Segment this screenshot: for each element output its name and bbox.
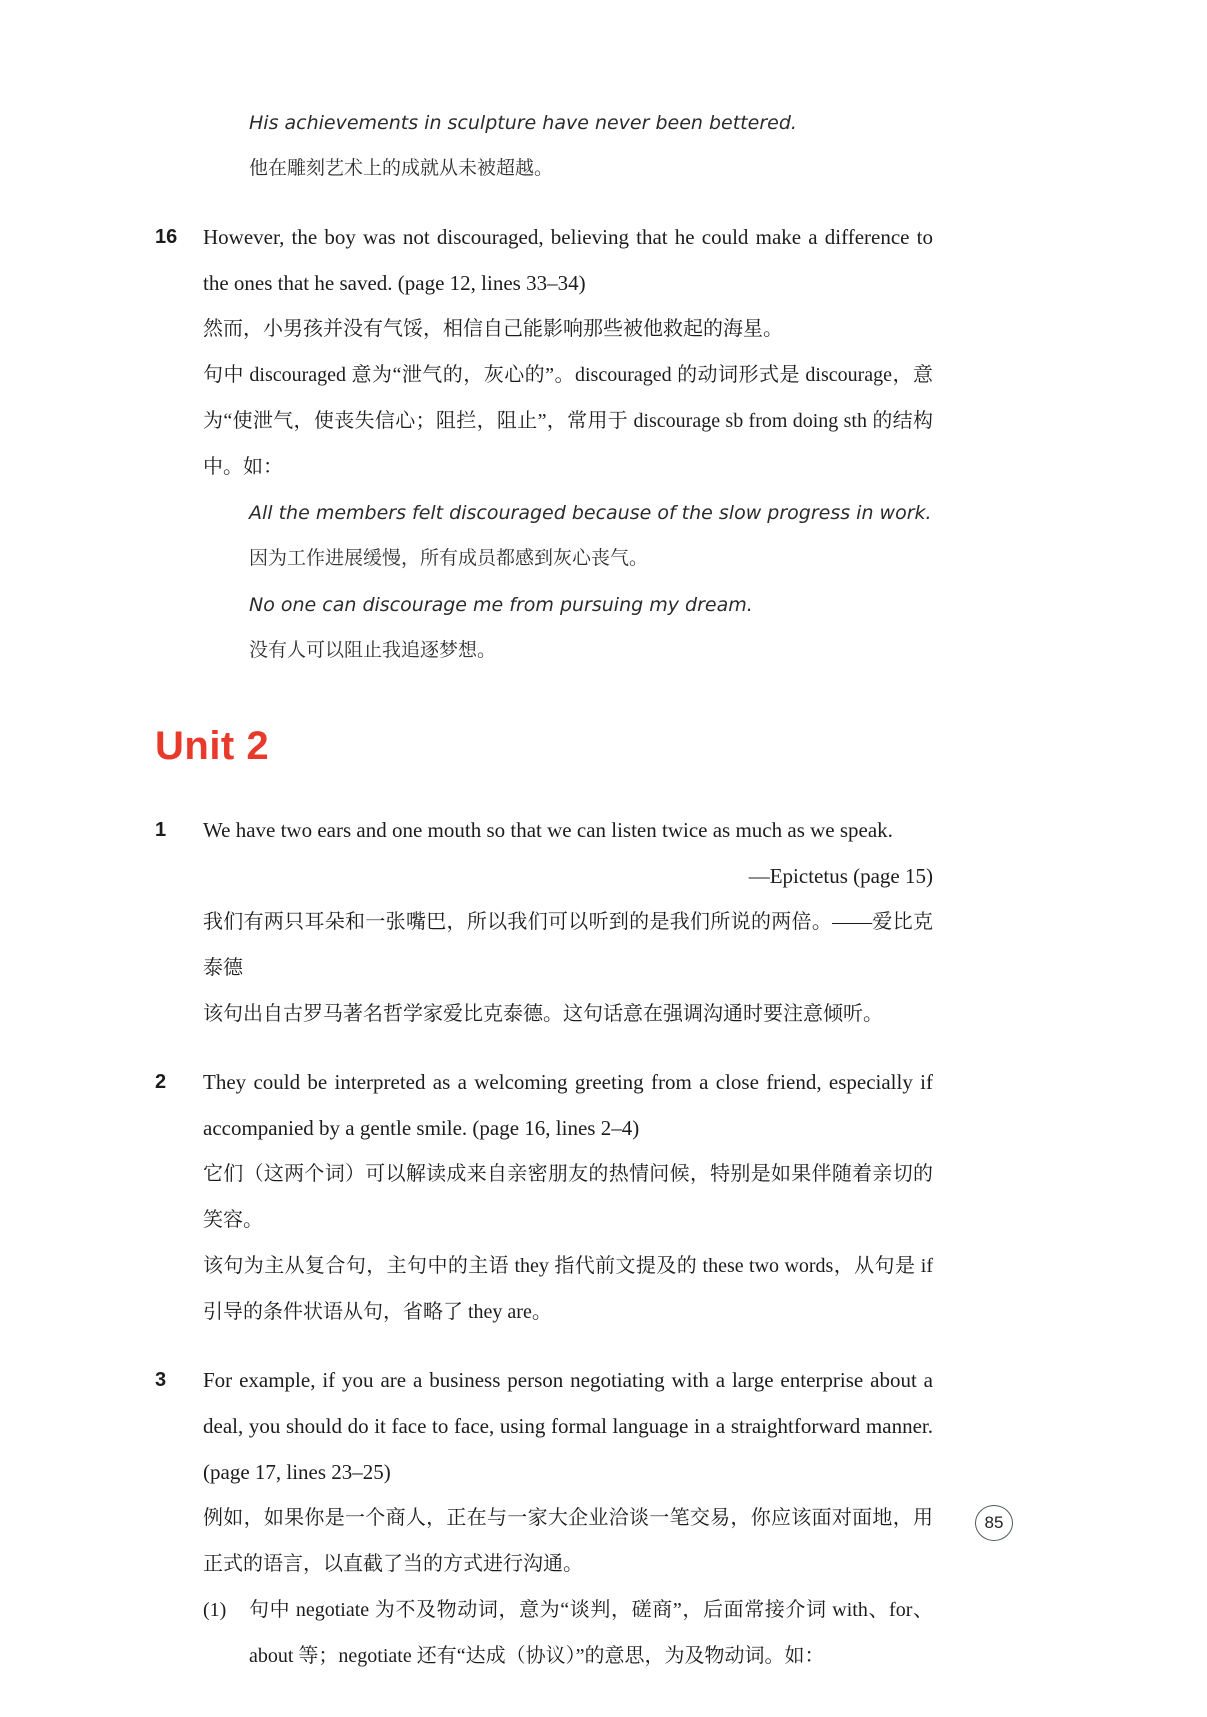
item-number: 16 bbox=[155, 226, 178, 248]
example-sentence-en: All the members felt discouraged because of the slow progress in work. bbox=[249, 502, 932, 524]
item-body bbox=[203, 214, 933, 674]
note-item-2 bbox=[155, 1059, 933, 1335]
example-sentence-zh: 没有人可以阻止我追逐梦想。 bbox=[249, 640, 497, 661]
item-translation-zh: 然而，小男孩并没有气馁，相信自己能影响那些被他救起的海星。 bbox=[203, 318, 783, 340]
example-sentence-en: His achievements in sculpture have never been bettered. bbox=[249, 112, 797, 134]
subnote-label: (1) bbox=[203, 1599, 227, 1621]
note-item-1 bbox=[155, 807, 933, 1037]
example-sentence-en: No one can discourage me from pursuing my dream. bbox=[249, 594, 753, 616]
item-translation-zh: 我们有两只耳朵和一张嘴巴，所以我们可以听到的是我们所说的两倍。——爱比克泰德 bbox=[203, 911, 933, 979]
numbered-subnote bbox=[203, 1587, 933, 1679]
item-note-zh: 该句出自古罗马著名哲学家爱比克泰德。这句话意在强调沟通时要注意倾听。 bbox=[203, 1003, 883, 1025]
page-number-badge bbox=[975, 1505, 1013, 1541]
page-content bbox=[155, 100, 933, 1679]
item-number: 2 bbox=[155, 1071, 167, 1093]
example-sentence-zh: 他在雕刻艺术上的成就从未被超越。 bbox=[249, 158, 554, 179]
item-note-zh: 句中 discouraged 意为“泄气的，灰心的”。discouraged 的动词形式是 discourage，意为“使泄气，使丧失信心；阻拦，阻止”，常用于 discourage sb from doing sth 的结构中。如： bbox=[203, 364, 933, 478]
usage-example bbox=[249, 490, 933, 674]
note-item-3 bbox=[155, 1357, 933, 1679]
carryover-example-block bbox=[249, 100, 933, 192]
item-body bbox=[203, 1357, 933, 1679]
item-note-zh: 该句为主从复合句，主句中的主语 they 指代前文提及的 these two words，从句是 if 引导的条件状语从句，省略了 they are。 bbox=[203, 1255, 933, 1323]
item-sentence-en: For example, if you are a business person negotiating with a large enterprise about a deal, you should do it face to face, using formal language in a straightforward manner. (page 17, lines 23–25) bbox=[203, 1368, 933, 1484]
subnote-text-zh: 句中 negotiate 为不及物动词，意为“谈判，磋商”，后面常接介词 with、for、about 等；negotiate 还有“达成（协议）”的意思，为及物动词。如： bbox=[249, 1599, 933, 1667]
page-number: 85 bbox=[984, 1513, 1004, 1532]
item-number: 3 bbox=[155, 1369, 167, 1391]
item-translation-zh: 例如，如果你是一个商人，正在与一家大企业洽谈一笔交易，你应该面对面地，用正式的语言，以直截了当的方式进行沟通。 bbox=[203, 1507, 933, 1575]
item-body bbox=[203, 807, 933, 1037]
quote-attribution: —Epictetus (page 15) bbox=[748, 864, 933, 888]
item-sentence-en: We have two ears and one mouth so that we can listen twice as much as we speak. bbox=[203, 818, 893, 842]
unit-heading: Unit 2 bbox=[155, 724, 270, 768]
item-body bbox=[203, 1059, 933, 1335]
item-sentence-en: However, the boy was not discouraged, believing that he could make a difference to the ones that he saved. (page 12, lines 33–34) bbox=[203, 225, 933, 295]
note-item-16 bbox=[155, 214, 933, 674]
item-number: 1 bbox=[155, 819, 167, 841]
item-translation-zh: 它们（这两个词）可以解读成来自亲密朋友的热情问候，特别是如果伴随着亲切的笑容。 bbox=[203, 1163, 933, 1231]
example-sentence-zh: 因为工作进展缓慢，所有成员都感到灰心丧气。 bbox=[249, 548, 649, 569]
item-sentence-en: They could be interpreted as a welcoming greeting from a close friend, especially if accompanied by a gentle smile. (page 16, lines 2–4) bbox=[203, 1070, 933, 1140]
